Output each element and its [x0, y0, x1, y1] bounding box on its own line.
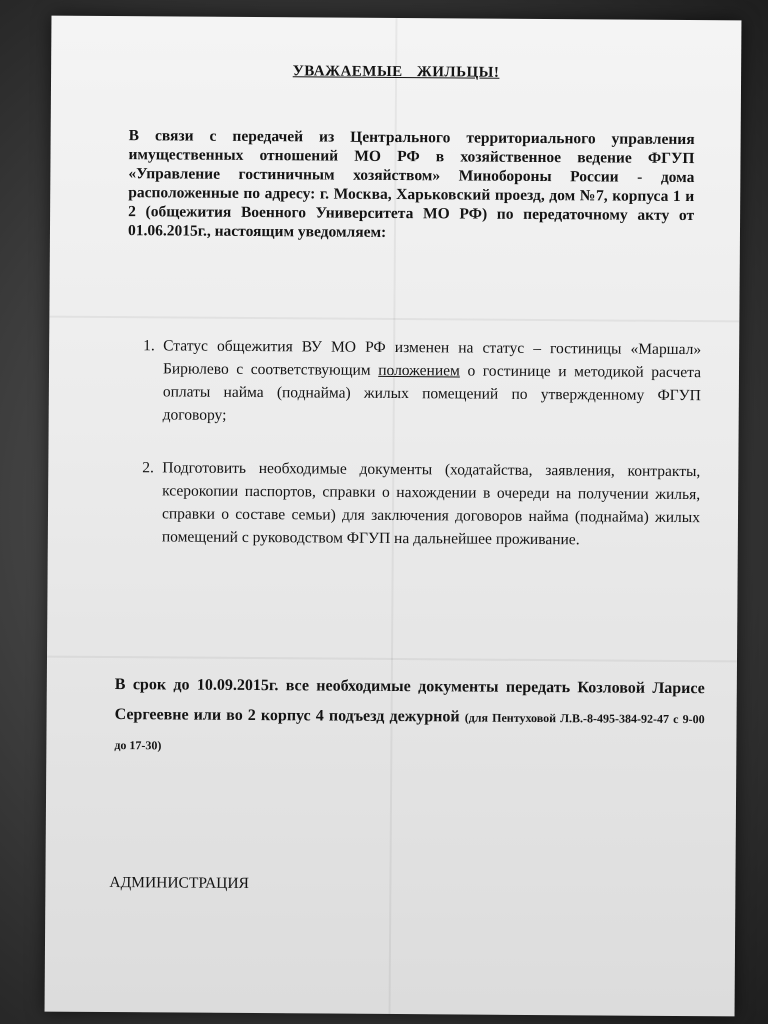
- list-item-number: 1.: [143, 337, 155, 355]
- contact-note: (для Пентуховой Л.В.-8-495-384-92-47 с 9-00 до 17-30): [114, 710, 705, 753]
- signature: АДМИНИСТРАЦИЯ: [109, 874, 249, 893]
- list-item-text: Подготовить необходимые документы (ходатайства, заявления, контракты, ксерокопии паспортов, справки о нахождении в очереди на получении жилья, справки о составе семьи) для заключения договоров найма (поднайма) жилых помещений с руководством ФГУП на дальнейшее проживание.: [161, 459, 701, 549]
- paper-crease: [47, 656, 737, 663]
- paper-crease: [49, 316, 739, 323]
- list-item-text: о гостинице и методикой расчета оплаты найма (поднайма) жилых помещений по утвержденному ФГУП договору;: [162, 362, 702, 424]
- notice-intro: В связи с передачей из Центрального территориального управления имущественных отношений МО РФ в хозяйственное ведение ФГУП «Управление гостиничным хозяйством» Минобороны России - дома расположенные по адресу: г. Москва, Харьковский проезд, дом №7, корпуса 1 и 2 (общежития Военного Университета МО РФ) по передаточному акту от 01.06.2015г., настоящим уведомляем:: [127, 127, 695, 241]
- list-item: [145, 334, 702, 430]
- notice-list: [144, 334, 701, 552]
- deadline-paragraph: [114, 670, 705, 764]
- deadline-text: В срок до 10.09.2015г. все необходимые документы передать Козловой Ларисе Сергеевне или во 2 корпус 4 подъезд дежурной: [114, 676, 705, 726]
- list-item-number: 2.: [142, 459, 155, 477]
- regulation-link-text: положением: [378, 361, 460, 380]
- notice-sheet: [45, 16, 742, 1017]
- list-item-text: Статус общежития ВУ МО РФ изменен на статус – гостиницы «Маршал» Бирюлево с соответствующим: [162, 337, 702, 379]
- notice-title: УВАЖАЕМЫЕ ЖИЛЬЦЫ!: [292, 63, 500, 81]
- list-item: [144, 456, 701, 552]
